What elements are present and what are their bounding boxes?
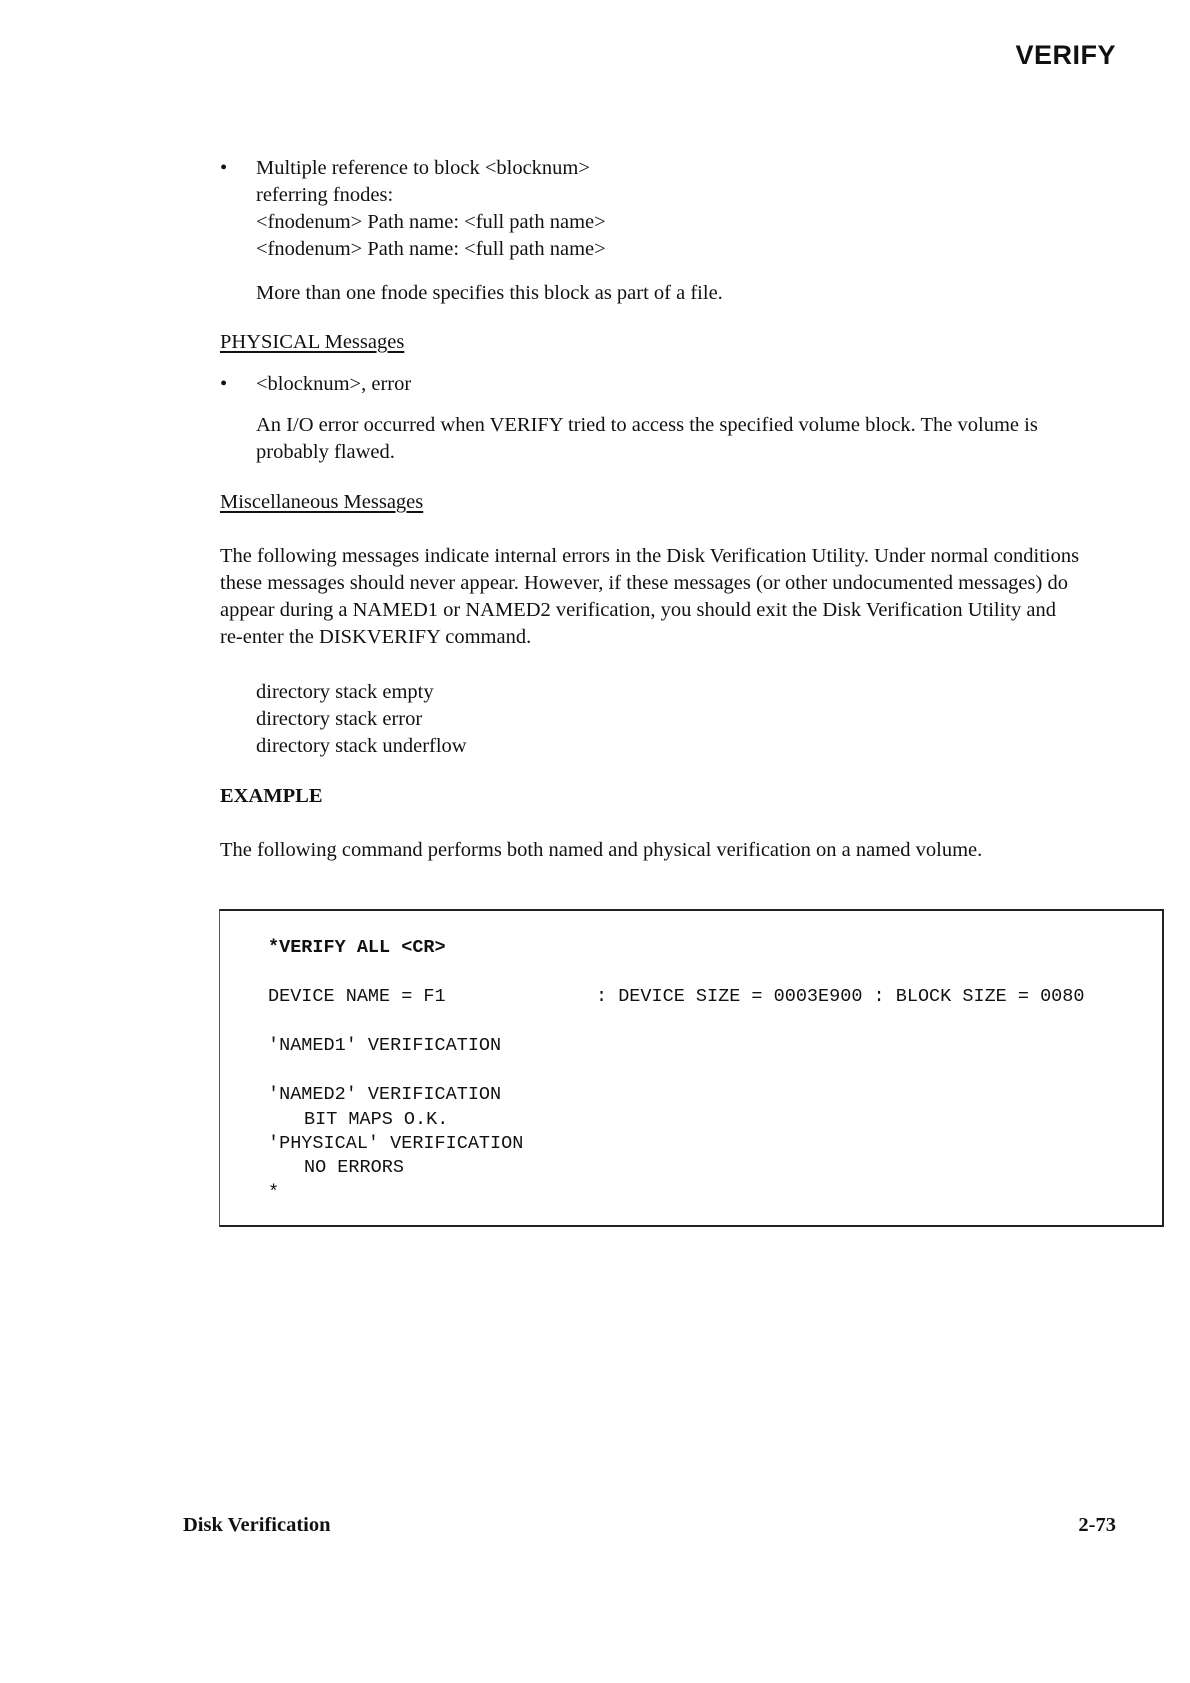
code-line-command: *VERIFY ALL <CR> xyxy=(268,937,446,958)
misc-paragraph: The following messages indicate internal errors in the Disk Verification Utility. Under normal conditions these messages should never appear. However, if these messages (or other undocumented messages) do appear during a NAMED1 or NAMED2 verification, you should exit the Disk Verification Utility and re-enter the DISKVERIFY command. xyxy=(220,545,1080,648)
example-heading: EXAMPLE xyxy=(220,785,323,807)
message-line: Multiple reference to block <blocknum> xyxy=(256,157,590,179)
message-line: referring fnodes: xyxy=(256,184,394,206)
message-description: An I/O error occurred when VERIFY tried to access the specified volume block. The volume is probably flawed. xyxy=(256,414,1038,463)
code-line-prompt: * xyxy=(268,1182,280,1203)
footer-section-title: Disk Verification xyxy=(183,1514,331,1536)
code-line-named1: 'NAMED1' VERIFICATION xyxy=(268,1035,502,1056)
code-line-bitmaps: BIT MAPS O.K. xyxy=(304,1109,449,1130)
code-line-physical: 'PHYSICAL' VERIFICATION xyxy=(268,1133,524,1154)
bullet-glyph: • xyxy=(220,373,228,395)
message-line: <fnodenum> Path name: <full path name> xyxy=(256,238,606,260)
message-description: More than one fnode specifies this block as part of a file. xyxy=(256,282,723,304)
section-heading-physical: PHYSICAL Messages xyxy=(220,331,405,353)
internal-message: directory stack empty xyxy=(256,681,434,703)
footer-page-number: 2-73 xyxy=(1078,1514,1116,1536)
code-box xyxy=(219,909,1164,1227)
message-line: <fnodenum> Path name: <full path name> xyxy=(256,211,606,233)
section-heading-misc: Miscellaneous Messages xyxy=(220,491,424,513)
page-header-title: VERIFY xyxy=(1015,40,1116,70)
code-line-named2: 'NAMED2' VERIFICATION xyxy=(268,1084,502,1105)
internal-message: directory stack error xyxy=(256,708,423,730)
message-line: <blocknum>, error xyxy=(256,373,412,395)
code-line-no-errors: NO ERRORS xyxy=(304,1157,404,1178)
bullet-glyph: • xyxy=(220,157,228,179)
internal-messages-list xyxy=(256,679,1106,760)
code-line-device-info: : DEVICE SIZE = 0003E900 : BLOCK SIZE = 0080 xyxy=(596,986,1085,1007)
internal-message: directory stack underflow xyxy=(256,735,467,757)
example-paragraph: The following command performs both named and physical verification on a named volume. xyxy=(220,839,983,861)
code-line-device-name: DEVICE NAME = F1 xyxy=(268,986,446,1007)
